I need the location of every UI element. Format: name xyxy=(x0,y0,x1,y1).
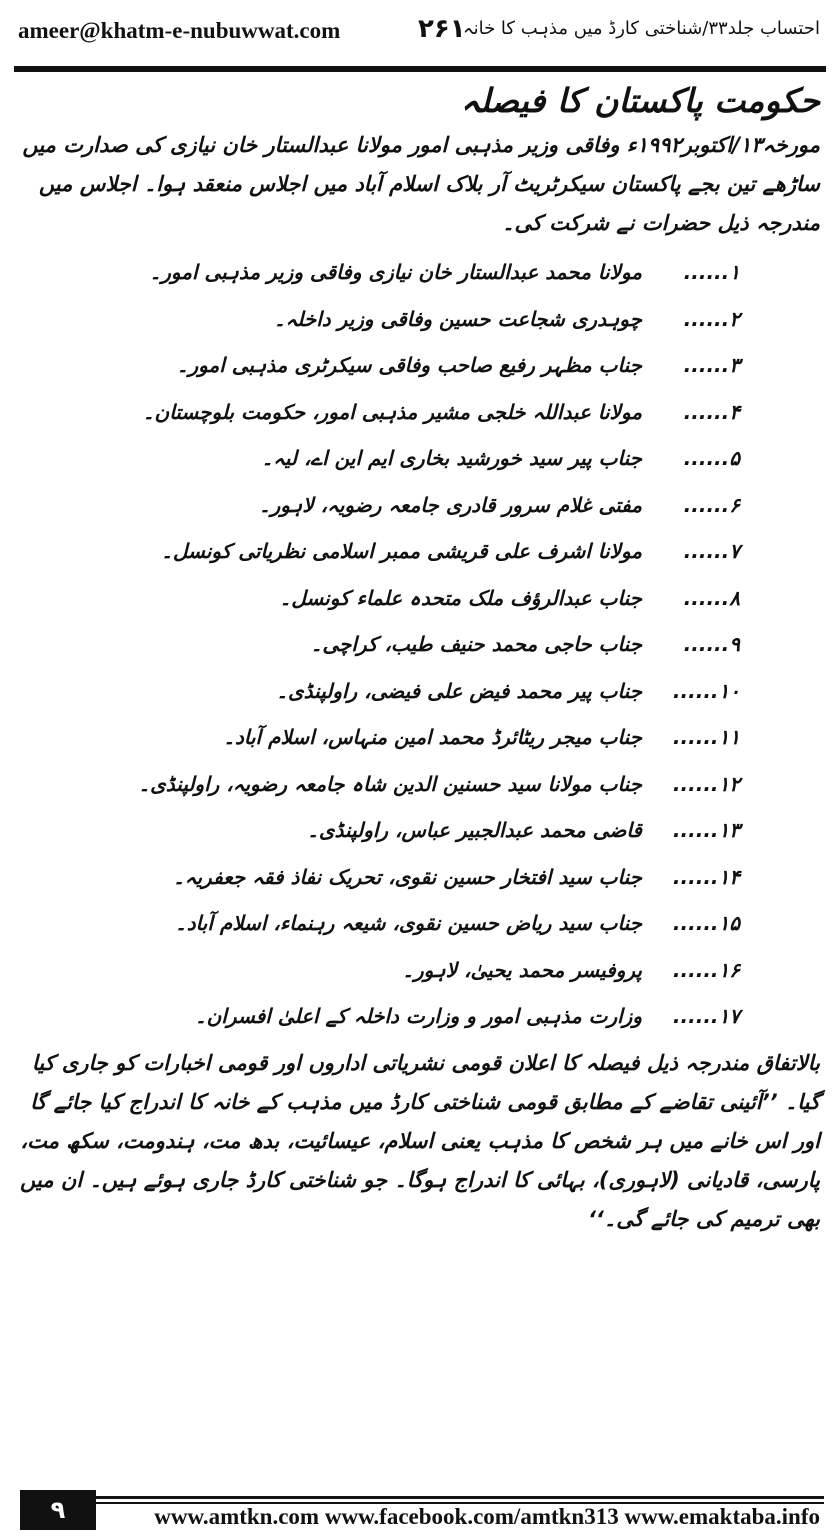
list-item-text: جناب سید افتخار حسین نقوی، تحریک نفاذ فقہ جعفریہ۔ xyxy=(173,864,642,889)
page-header xyxy=(18,14,820,54)
list-item xyxy=(18,435,820,482)
footer-divider xyxy=(96,1496,824,1499)
list-item-text: جناب سید ریاض حسین نقوی، شیعہ رہنماء، اسلام آباد۔ xyxy=(175,911,642,936)
list-item-number: ۱۳...... xyxy=(672,818,740,843)
header-book-title: احتساب جلد۳۳/شناختی کارڈ میں مذہب کا خانہ xyxy=(463,18,820,39)
footer-websites[interactable]: www.amtkn.com www.facebook.com/amtkn313 www.emaktaba.info xyxy=(154,1504,820,1529)
intro-paragraph: مورخہ۱۳/اکتوبر۱۹۹۲ء وفاقی وزیر مذہبی امور مولانا عبدالستار خان نیازی کی صدارت میں ساڑھے تین بجے پاکستان سیکرٹریٹ آر بلاک اسلام آباد میں اجلاس منعقد ہوا۔ اجلاس میں مندرجہ ذیل حضرات نے شرکت کی۔ xyxy=(22,133,820,235)
list-item xyxy=(18,993,820,1040)
list-item xyxy=(18,482,820,529)
list-item-number: ۷...... xyxy=(683,539,740,564)
list-item-text: قاضی محمد عبدالجبیر عباس، راولپنڈی۔ xyxy=(307,818,642,843)
list-item-number: ۱...... xyxy=(683,260,740,285)
section-heading: حکومت پاکستان کا فیصلہ xyxy=(460,81,820,120)
list-item-text: چوہدری شجاعت حسین وفاقی وزیر داخلہ۔ xyxy=(273,306,642,331)
list-item xyxy=(18,575,820,622)
list-item xyxy=(18,621,820,668)
list-item-number: ۱۶...... xyxy=(672,957,740,982)
header-divider xyxy=(14,66,826,72)
list-item-number: ۱۵...... xyxy=(672,911,740,936)
list-item-number: ۳...... xyxy=(683,353,740,378)
page-body xyxy=(18,76,820,1239)
list-item-text: مفتی غلام سرور قادری جامعہ رضویہ، لاہور۔ xyxy=(258,492,642,517)
list-item-text: جناب میجر ریٹائرڈ محمد امین منہاس، اسلام آباد۔ xyxy=(223,725,642,750)
list-item-number: ۸...... xyxy=(683,585,740,610)
list-item xyxy=(18,947,820,994)
list-item-text: جناب مظہر رفیع صاحب وفاقی سیکرٹری مذہبی امور۔ xyxy=(176,353,642,378)
list-item-number: ۱۰...... xyxy=(672,678,740,703)
list-item xyxy=(18,900,820,947)
attendee-list xyxy=(18,249,820,1040)
list-item xyxy=(18,714,820,761)
list-item-number: ۶...... xyxy=(683,492,740,517)
list-item xyxy=(18,389,820,436)
footer-page-marker: ۹ xyxy=(20,1490,96,1530)
list-item xyxy=(18,249,820,296)
list-item-text: جناب عبدالرؤف ملک متحدہ علماء کونسل۔ xyxy=(279,585,642,610)
list-item-number: ۱۷...... xyxy=(672,1004,740,1029)
list-item xyxy=(18,342,820,389)
list-item xyxy=(18,854,820,901)
list-item-text: مولانا محمد عبدالستار خان نیازی وفاقی وزیر مذہبی امور۔ xyxy=(149,260,642,285)
decision-paragraph: بالاتفاق مندرجہ ذیل فیصلہ کا اعلان قومی نشریاتی اداروں اور قومی اخبارات کو جاری کیا گیا۔ ’’آئینی تقاضے کے مطابق قومی شناختی کارڈ میں مذہب کے خانہ کا اندراج کیا جائے گا اور اس خانے میں ہر شخص کا مذہب یعنی اسلام، عیسائیت، بدھ مت، ہندومت، سکھ مت، پارسی، قادیانی (لاہوری)، بہائی کا اندراج ہوگا۔ جو شناختی کارڈ جاری ہوئے ہیں۔ ان میں بھی ترمیم کی جائے گی۔‘‘ xyxy=(20,1050,820,1231)
list-item-number: ۴...... xyxy=(683,399,740,424)
list-item-text: جناب پیر محمد فیض علی فیضی، راولپنڈی۔ xyxy=(276,678,642,703)
list-item-number: ۱۱...... xyxy=(672,725,740,750)
list-item xyxy=(18,761,820,808)
list-item-number: ۵...... xyxy=(683,446,740,471)
list-item-number: ۱۲...... xyxy=(672,771,740,796)
list-item-text: جناب مولانا سید حسنین الدین شاہ جامعہ رضویہ، راولپنڈی۔ xyxy=(138,771,642,796)
list-item-number: ۲...... xyxy=(683,306,740,331)
list-item-text: جناب حاجی محمد حنیف طیب، کراچی۔ xyxy=(310,632,642,657)
list-item xyxy=(18,807,820,854)
list-item-number: ۱۴...... xyxy=(672,864,740,889)
list-item-number: ۹...... xyxy=(683,632,740,657)
list-item-text: جناب پیر سید خورشید بخاری ایم این اے، لیہ۔ xyxy=(261,446,642,471)
list-item-text: مولانا اشرف علی قریشی ممبر اسلامی نظریاتی کونسل۔ xyxy=(161,539,642,564)
list-item xyxy=(18,668,820,715)
list-item-text: وزارت مذہبی امور و وزارت داخلہ کے اعلیٰ افسران۔ xyxy=(194,1004,642,1029)
list-item xyxy=(18,296,820,343)
list-item-text: مولانا عبداللہ خلجی مشیر مذہبی امور، حکومت بلوچستان۔ xyxy=(142,399,642,424)
page-footer xyxy=(0,1490,840,1540)
header-page-number: ۲۶۱ xyxy=(418,14,466,44)
header-email: ameer@khatm-e-nubuwwat.com xyxy=(18,18,341,43)
list-item xyxy=(18,528,820,575)
list-item-text: پروفیسر محمد یحییٰ، لاہور۔ xyxy=(402,957,642,982)
